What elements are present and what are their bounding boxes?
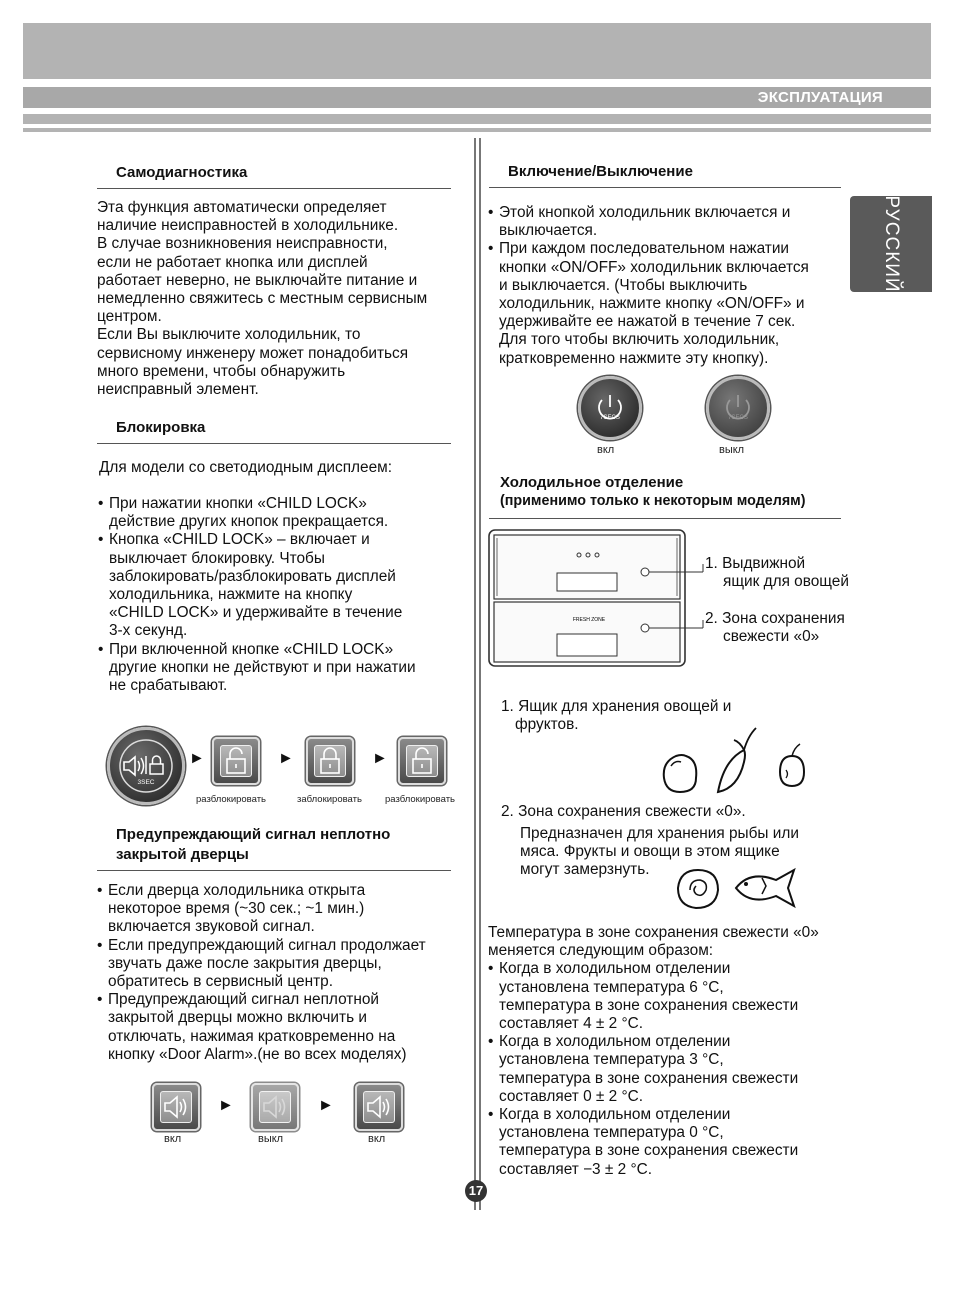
temperature-intro [488,924,860,960]
text-line: При включенной кнопке «CHILD LOCK» [109,640,394,658]
text-line: Если Вы выключите холодильник, то [97,326,361,344]
text-line: наличие неисправностей в холодильнике. [97,217,399,235]
power-button-off[interactable] [706,376,770,440]
text-line: выключается. [499,222,598,240]
bullet-item [488,204,850,240]
power-button-label: 7SECS [600,415,620,421]
speaker-icon [357,1085,401,1129]
title-rule [489,518,841,519]
drawer-label: FRESH ZONE [572,617,606,623]
title-rule [97,443,451,444]
callout-line: 1. Выдвижной [705,555,806,572]
door-alarm-button-on[interactable] [152,1083,200,1131]
arrow-icon: ► [278,750,294,767]
header-stripe-thin [23,128,931,132]
language-tab-label: РУССКИЙ [881,195,902,293]
bullet-item [98,531,470,640]
text-line: При каждом последовательном нажатии [499,240,790,258]
caption-on: вкл [368,1133,386,1145]
text-line: Кнопка «CHILD LOCK» – включает и [109,531,370,549]
text-line: В случае возникновения неисправности, [97,235,388,253]
power-button-on[interactable] [578,376,642,440]
onoff-title: Включение/Выключение [508,163,693,180]
fridge-subtitle: (применимо только к некоторым моделям) [500,493,806,509]
text-line: немедленно свяжитесь с местным сервисным [97,290,428,308]
caption-unlock: разблокировать [196,794,267,805]
lock-bullets [98,495,470,695]
bullet-mark: • [98,640,104,658]
text-line: закрытой дверцы можно включить и [108,1009,367,1027]
text-line: установлена температура 0 °C, [499,1124,724,1142]
child-lock-button-label: 3SEC [137,779,155,786]
text-line: могут замерзнуть. [520,861,650,879]
bullet-mark: • [488,1106,494,1124]
text-line: 3-х секунд. [109,622,188,640]
callout-line: 2. Зона сохранения [705,610,845,627]
power-button-label: 7SECS [728,415,748,421]
title-rule [489,187,841,188]
lock-icon [308,739,352,783]
bullet-item [488,240,850,367]
bullet-item [98,495,470,531]
door-alarm-button-on[interactable] [355,1083,403,1131]
text-line: действие других кнопок прекращается. [109,513,389,531]
column-divider [474,138,476,1210]
text-line: «CHILD LOCK» и удерживайте в течение [109,604,403,622]
fridge-drawers-diagram [487,528,857,670]
language-tab [850,196,932,292]
text-line: меняется следующим образом: [488,942,714,960]
text-line: Когда в холодильном отделении [499,1033,731,1051]
arrow-icon: ► [189,750,205,767]
text-line: удерживайте ее нажатой в течение 7 сек. [499,313,796,331]
text-line: обратитесь в сервисный центр. [108,973,333,991]
title-rule [97,870,451,871]
lock-button[interactable] [306,737,354,785]
text-line: холодильник, нажмите кнопку «ON/OFF» и [499,295,805,313]
fridge-title-line: Холодильное отделение [500,474,684,491]
bullet-item [488,1033,860,1106]
power-icon [581,379,639,437]
bullet-mark: • [488,1033,494,1051]
text-line: сервисному инженеру может понадобиться [97,344,409,362]
unlock-button[interactable] [398,737,446,785]
page-number: 17 [465,1180,487,1202]
bullet-item [97,882,472,937]
unlock-button[interactable] [212,737,260,785]
text-line: Предназначен для хранения рыбы или [520,825,799,842]
door-alarm-title-line: закрытой дверцы [116,846,249,863]
text-line: Если предупреждающий сигнал продолжает [108,936,426,954]
section-title: ЭКСПЛУАТАЦИЯ [757,89,883,106]
bullet-item [488,960,860,1033]
callout-fresh-zone [705,610,845,646]
text-line: включается звуковой сигнал. [108,918,315,936]
bullet-mark: • [97,991,103,1009]
text-line: установлена температура 6 °C, [499,978,724,996]
text-line: Температура в зоне сохранения свежести «0» [488,924,819,941]
fridge-title [500,474,806,510]
bullet-item [97,991,472,1064]
header-stripe [23,114,931,124]
text-line: Если дверца холодильника открыта [108,882,366,899]
text-line: температура в зоне сохранения свежести [499,1142,799,1160]
text-line: кратковременно нажмите эту кнопку). [499,349,769,367]
text-line: составляет 4 ± 2 °C. [499,1015,644,1033]
caption-off: выкл [258,1133,284,1145]
text-line: некоторое время (~30 сек.; ~1 мин.) [108,900,365,918]
bullet-item [488,1106,860,1179]
arrow-icon: ► [372,750,388,767]
text-line: Для того чтобы включить холодильник, [499,331,780,349]
door-alarm-bullets [97,882,472,1064]
column-divider [479,138,481,1210]
child-lock-button[interactable] [107,727,185,805]
door-alarm-title-line: Предупреждающий сигнал неплотно [116,826,391,843]
bullet-item [98,641,470,696]
temperature-info [488,924,860,1179]
text-line: звучать даже после закрытия дверцы, [108,954,382,972]
callout-vegetable-drawer [705,555,849,591]
text-line: другие кнопки не действуют и при нажатии [109,658,416,676]
bullet-mark: • [98,495,104,512]
text-line: составляет 0 ± 2 °C. [499,1087,644,1105]
arrow-icon: ► [218,1097,234,1114]
door-alarm-title [116,825,390,865]
meat-fish-icon [676,866,800,910]
text-line: Предупреждающий сигнал неплотной [108,991,380,1009]
speaker-icon [154,1085,198,1129]
text-line: выключает блокировку. Чтобы [109,549,325,567]
text-line: если не работает кнопка или дисплей [97,253,368,271]
text-line: холодильника, нажмите на кнопку [109,586,353,604]
text-line: кнопку «Door Alarm».(не во всех моделях) [108,1045,407,1063]
text-line: отключать, нажимая кратковременно на [108,1027,396,1045]
power-icon [709,379,767,437]
bullet-item [97,937,472,992]
bullet-mark: • [97,882,103,899]
item-line: фруктов. [515,716,579,734]
text-line: составляет −3 ± 2 °C. [499,1160,652,1178]
bullet-mark: • [488,960,494,978]
arrow-icon: ► [318,1097,334,1114]
caption-on: вкл [164,1133,182,1145]
text-line: мяса. Фрукты и овощи в этом ящике [520,843,780,861]
text-line: центром. [97,308,162,326]
text-line: много времени, чтобы обнаружить [97,362,346,380]
self-diagnostics-text [97,199,472,399]
caption-unlock: разблокировать [385,794,456,805]
text-line: температура в зоне сохранения свежести [499,996,799,1014]
callout-line: свежести «0» [723,628,820,646]
text-line: температура в зоне сохранения свежести [499,1069,799,1087]
title-rule [97,188,451,189]
caption-lock: заблокировать [297,794,362,805]
text-line: работает неверно, не выключайте питание и [97,271,418,289]
bullet-mark: • [488,240,494,258]
callout-line: ящик для овощей [723,573,849,591]
text-line: При нажатии кнопки «CHILD LOCK» [109,495,367,512]
caption-off: выкл [719,444,745,456]
unlock-icon [214,739,258,783]
text-line: Этой кнопкой холодильник включается и [499,204,791,221]
lock-intro: Для модели со светодиодным дисплеем: [99,459,393,476]
onoff-bullets [488,204,850,368]
caption-on: вкл [597,444,615,456]
text-line: установлена температура 3 °C, [499,1051,724,1069]
header-bar [23,23,931,79]
sound-lock-icon [110,730,182,802]
temperature-bullets [488,960,860,1178]
bullet-mark: • [98,531,104,549]
text-line: Когда в холодильном отделении [499,960,731,978]
speaker-muted-icon [253,1085,297,1129]
door-alarm-button-off[interactable] [251,1083,299,1131]
text-line: и выключается. (Чтобы выключить [499,276,748,294]
bullet-mark: • [97,936,103,954]
text-line: заблокировать/разблокировать дисплей [109,567,396,585]
text-line: неисправный элемент. [97,381,259,399]
text-line: Когда в холодильном отделении [499,1106,731,1124]
text-line: кнопки «ON/OFF» холодильник включается [499,258,809,276]
lock-title: Блокировка [116,419,206,436]
item-line: 1. Ящик для хранения овощей и [501,698,732,715]
fresh-zone-title: 2. Зона сохранения свежести «0». [501,803,746,820]
self-diagnostics-title: Самодиагностика [116,164,248,181]
fruit-vegetable-icon [656,726,816,796]
text-line: не срабатывают. [109,677,228,695]
unlock-icon [400,739,444,783]
text-line: Эта функция автоматически определяет [97,199,387,216]
bullet-mark: • [488,204,494,221]
